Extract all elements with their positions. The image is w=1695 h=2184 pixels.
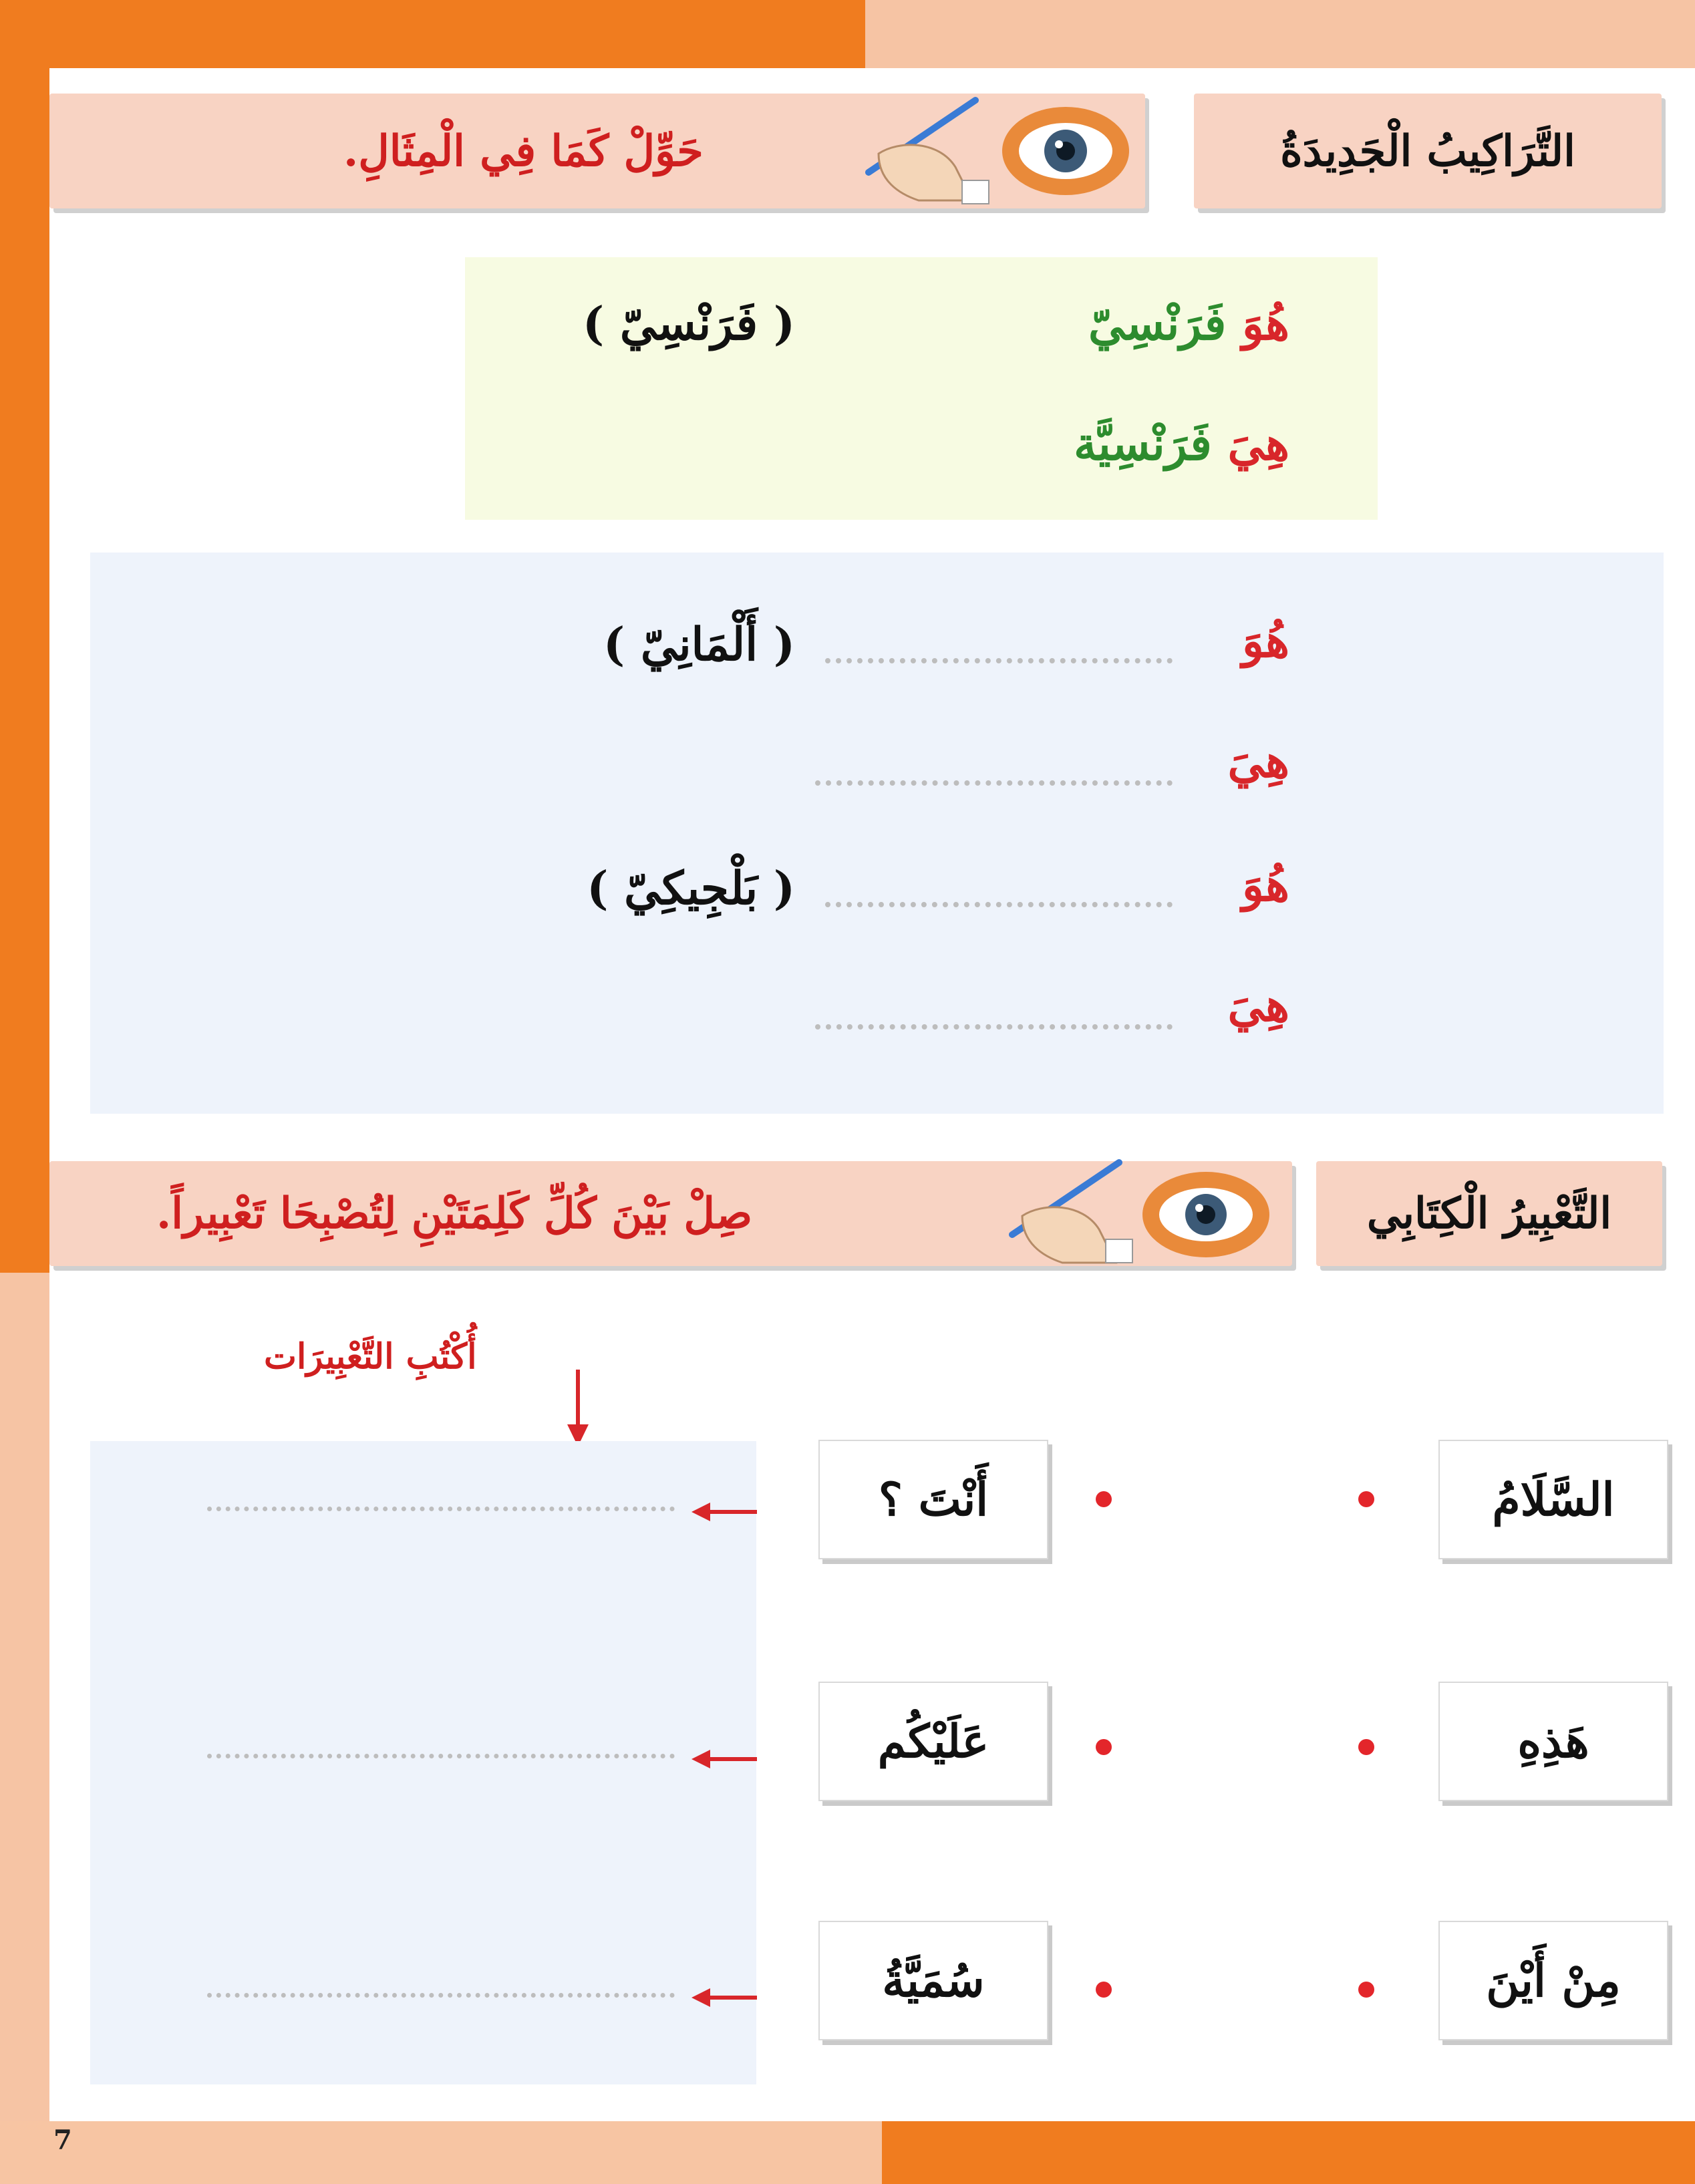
exercise-pronoun: هُوَ: [1242, 859, 1289, 912]
match-dot[interactable]: [1096, 1739, 1112, 1755]
left-arrow-icon: [691, 1984, 758, 2011]
example-line-1: [1002, 297, 1289, 351]
answer-dotted-line[interactable]: [815, 1024, 1173, 1030]
example-line-2: [1002, 418, 1289, 471]
frame-top-peach: [865, 0, 1695, 68]
answer-dotted-line[interactable]: [207, 1507, 675, 1511]
example-box: [465, 257, 1378, 520]
answer-dotted-line[interactable]: [825, 658, 1173, 663]
frame-bottom-left: [0, 2121, 882, 2184]
example-word: فَرَنْسِيّ: [1088, 297, 1227, 351]
word-card-left[interactable]: عَلَيْكُم: [818, 1682, 1048, 1801]
exercise-pronoun: هِيَ: [1227, 735, 1289, 788]
eye-icon: [999, 100, 1132, 200]
match-dot[interactable]: [1358, 1491, 1374, 1507]
instruction-text: صِلْ بَيْنَ كُلِّ كَلِمَتَيْنِ لِتُصْبِحَا تَعْبِيراً.: [156, 1189, 753, 1239]
write-expressions-label: أُكْتُبِ التَّعْبِيرَات: [264, 1336, 477, 1377]
word-card-right[interactable]: هَذِهِ: [1438, 1682, 1668, 1801]
frame-left-peach: [0, 1273, 49, 2121]
answer-dotted-line[interactable]: [207, 1993, 675, 1998]
answer-dotted-line[interactable]: [207, 1754, 675, 1758]
section-title: التَّعْبِيرُ الْكِتَابِي: [1366, 1189, 1612, 1239]
word-card-left[interactable]: سُمَيَّةُ: [818, 1921, 1048, 2040]
instruction-text: حَوِّلْ كَمَا فِي الْمِثَالِ.: [343, 126, 704, 176]
exercise-hint: ( أَلْمَانِيّ ): [603, 618, 795, 671]
section-title-box: [1316, 1161, 1662, 1266]
match-dot[interactable]: [1358, 1739, 1374, 1755]
frame-bottom-right: [882, 2121, 1695, 2184]
example-pronoun: هِيَ: [1227, 418, 1289, 471]
write-area: [90, 1441, 756, 2084]
exercise-hint: ( بَلْجِيكِيّ ): [587, 862, 795, 915]
word-card-right[interactable]: السَّلَامُ: [1438, 1440, 1668, 1559]
match-dot[interactable]: [1096, 1491, 1112, 1507]
left-arrow-icon: [691, 1499, 758, 1525]
left-arrow-icon: [691, 1746, 758, 1772]
writing-hand-icon: [838, 94, 992, 207]
exercise-pronoun: هُوَ: [1242, 615, 1289, 668]
answer-dotted-line[interactable]: [825, 902, 1173, 907]
word-card-left[interactable]: أَنْتَ ؟: [818, 1440, 1048, 1559]
exercise-pronoun: هِيَ: [1227, 979, 1289, 1032]
exercise-box: [90, 553, 1664, 1114]
down-arrow-icon: [558, 1370, 598, 1450]
eye-icon: [1139, 1166, 1273, 1263]
match-dot[interactable]: [1096, 1982, 1112, 1998]
match-dot[interactable]: [1358, 1982, 1374, 1998]
page-number: 7: [53, 2125, 72, 2156]
frame-top-orange: [0, 0, 865, 68]
writing-hand-icon: [982, 1156, 1136, 1266]
example-word: فَرَنْسِيَّة: [1074, 418, 1212, 471]
answer-dotted-line[interactable]: [815, 780, 1173, 786]
word-card-right[interactable]: مِنْ أَيْنَ: [1438, 1921, 1668, 2040]
section-title-box: [1194, 94, 1662, 208]
section-title: التَّرَاكِيبُ الْجَدِيدَةُ: [1280, 126, 1575, 176]
example-pronoun: هُوَ: [1242, 297, 1289, 351]
example-hint: ( فَرَنْسِيّ ): [583, 297, 795, 351]
